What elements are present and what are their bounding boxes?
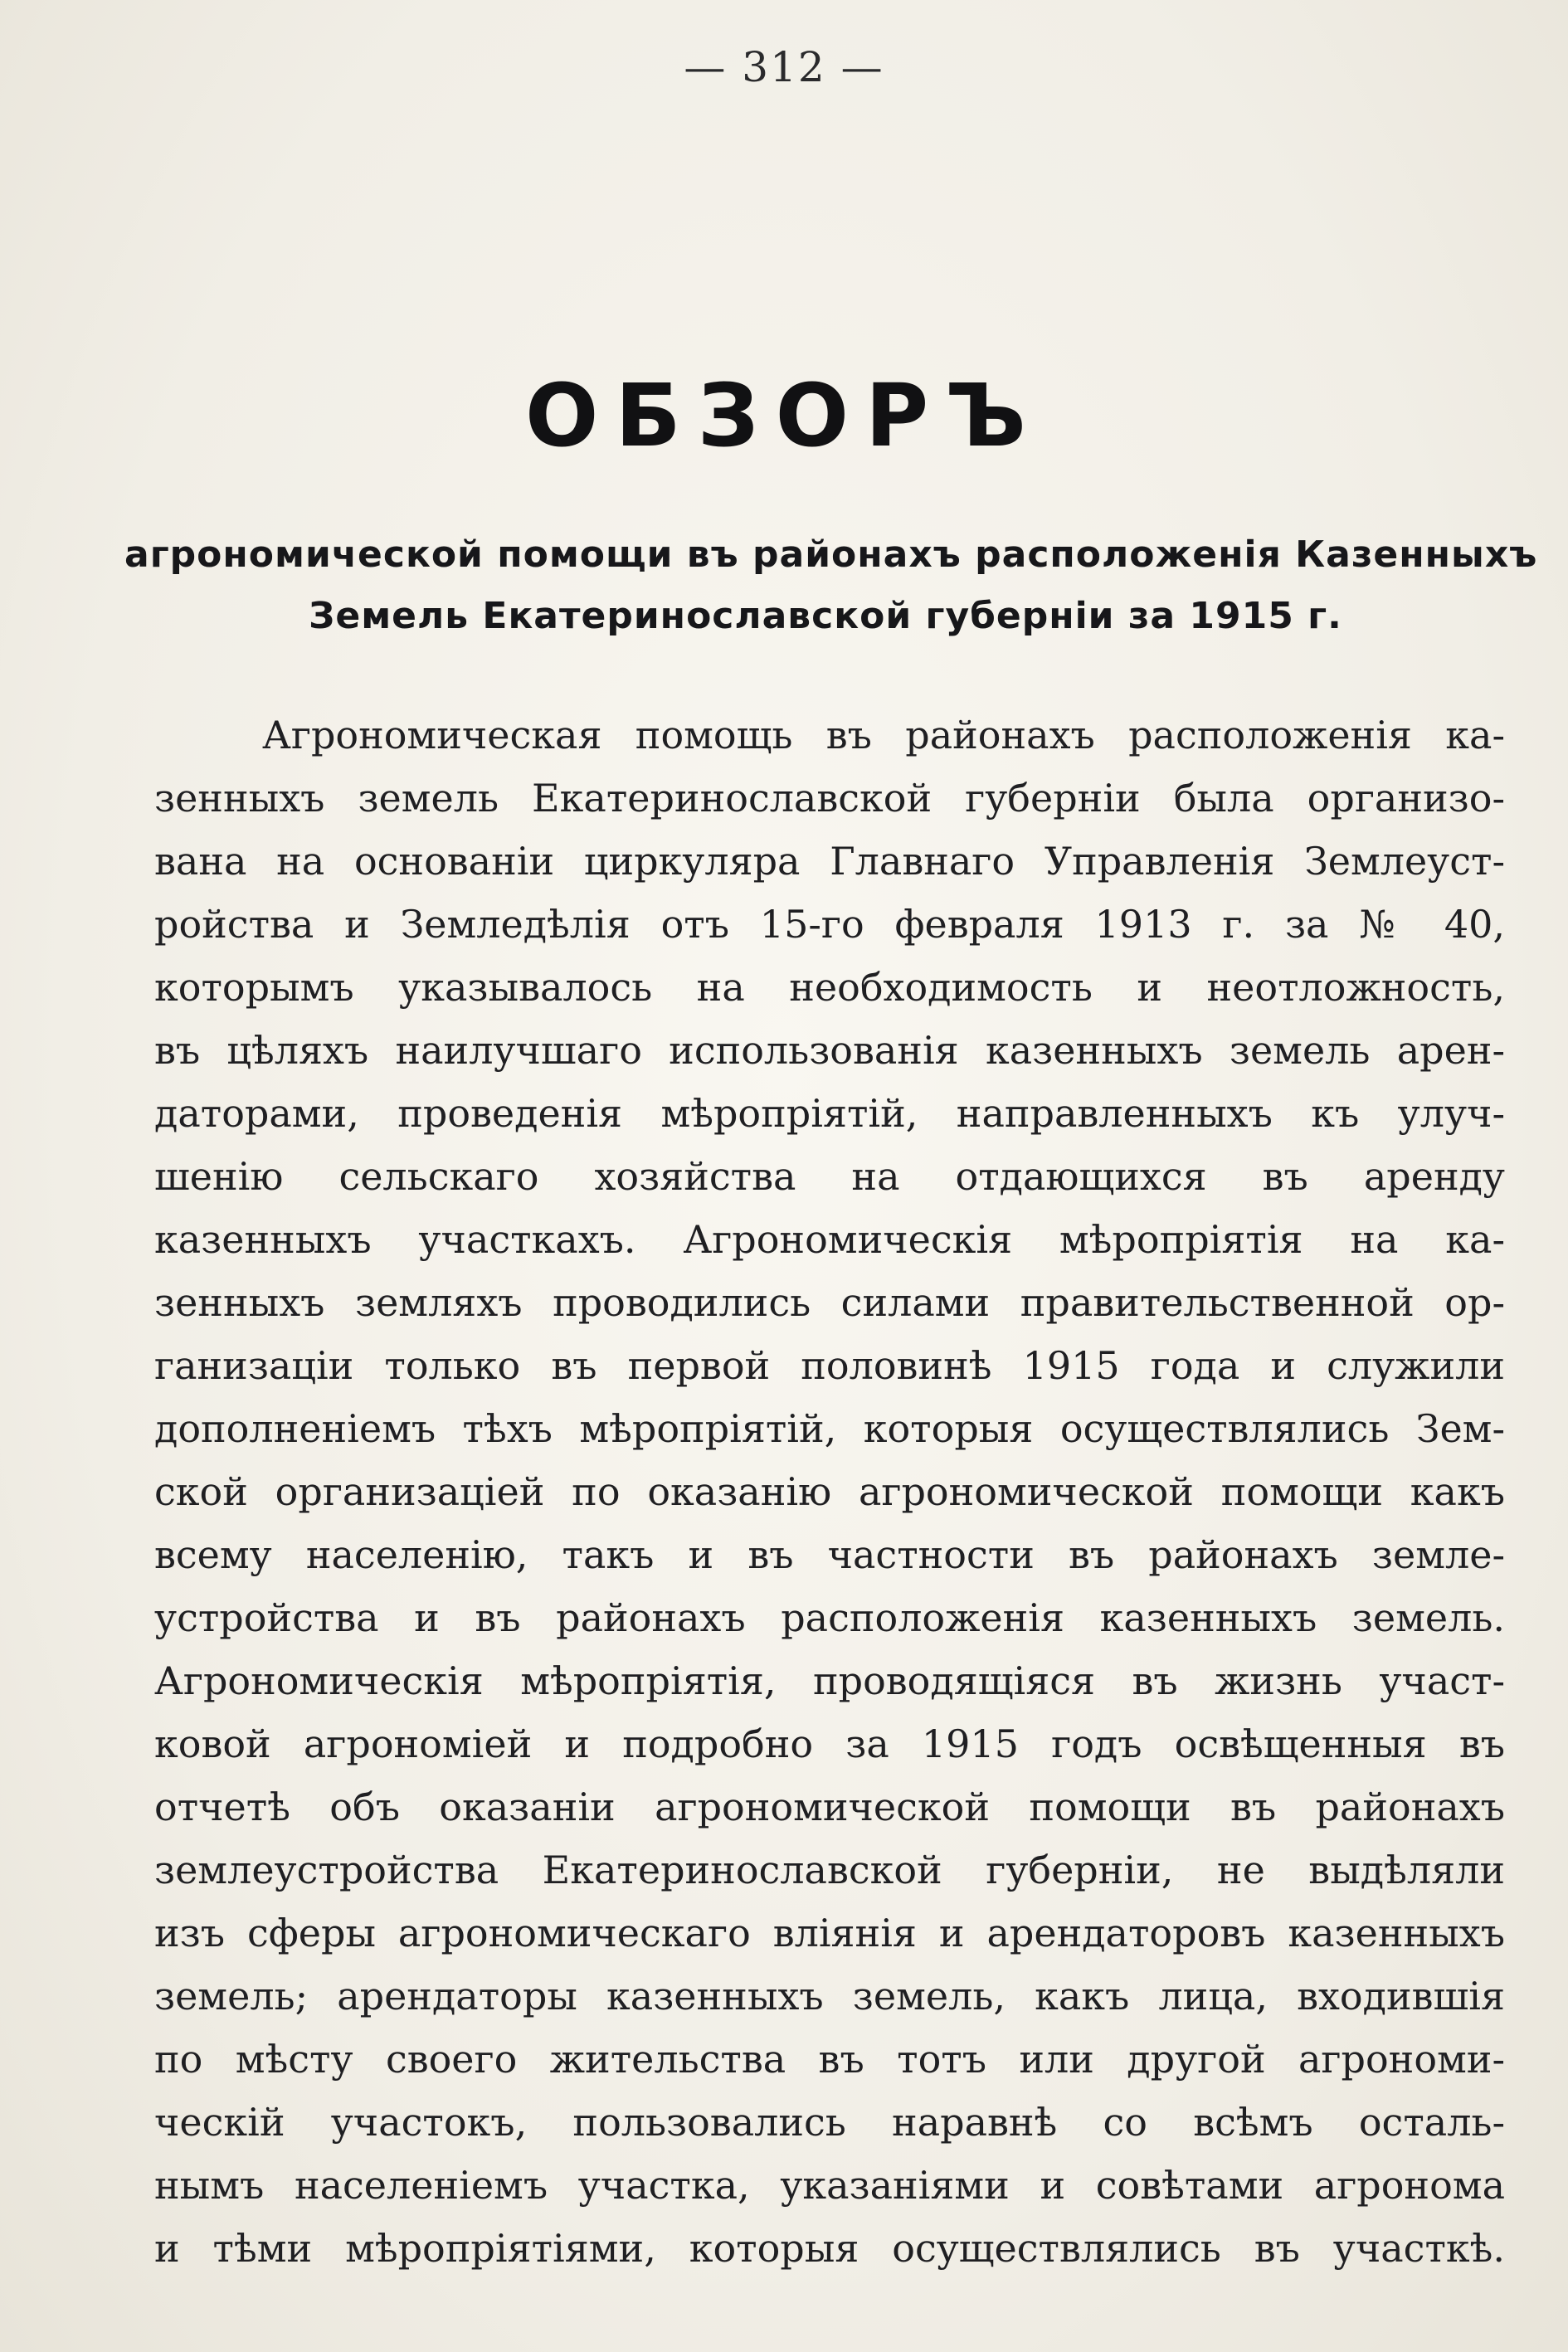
body-line: всему населенію, такъ и въ частности въ районахъ земле- xyxy=(154,1532,1505,1577)
body-line: въ цѣляхъ наилучшаго использованія казенныхъ земель арен- xyxy=(154,1028,1505,1073)
subtitle-line: агрономической помощи въ районахъ расположенія Казенныхъ xyxy=(124,533,1538,576)
body-line: земель; арендаторы казенныхъ земель, какъ лица, входившія xyxy=(154,1974,1505,2018)
body-line: нымъ населеніемъ участка, указаніями и совѣтами агронома xyxy=(154,2163,1505,2208)
body-line: ской организаціей по оказанію агрономической помощи какъ xyxy=(154,1469,1505,1514)
page-title: ОБЗОРЪ xyxy=(525,365,1043,466)
body-line: которымъ указывалось на необходимость и неотложность, xyxy=(154,965,1505,1010)
body-line: даторами, проведенія мѣропріятій, направленныхъ къ улуч- xyxy=(154,1091,1505,1136)
body-line: вана на основаніи циркуляра Главнаго Управленія Землеуст- xyxy=(154,839,1505,884)
body-line: Агрономическія мѣропріятія, проводящіяся въ жизнь участ- xyxy=(154,1658,1505,1703)
body-line: ройства и Земледѣлія отъ 15-го февраля 1913 г. за № 40, xyxy=(154,902,1505,947)
body-paragraph xyxy=(154,704,1505,2280)
body-line: Агрономическая помощь въ районахъ расположенія ка- xyxy=(262,713,1505,757)
body-line: шенію сельскаго хозяйства на отдающихся въ аренду xyxy=(154,1154,1505,1199)
body-line: дополненіемъ тѣхъ мѣропріятій, которыя осуществлялись Зем- xyxy=(154,1406,1505,1451)
subtitle-line: Земель Екатеринославской губерніи за 1915 г. xyxy=(309,595,1342,637)
body-line: зенныхъ земель Екатеринославской губерніи была организо- xyxy=(154,776,1505,821)
body-line: по мѣсту своего жительства въ тотъ или другой агрономи- xyxy=(154,2037,1505,2082)
body-line: зенныхъ земляхъ проводились силами правительственной ор- xyxy=(154,1280,1505,1325)
body-line: ческій участокъ, пользовались наравнѣ со всѣмъ осталь- xyxy=(154,2100,1505,2145)
body-line: устройства и въ районахъ расположенія казенныхъ земель. xyxy=(154,1595,1505,1640)
page-number: — 312 — xyxy=(684,43,884,91)
subtitle xyxy=(124,524,1538,647)
body-line: отчетѣ объ оказаніи агрономической помощи въ районахъ xyxy=(154,1785,1505,1829)
body-line: казенныхъ участкахъ. Агрономическія мѣропріятія на ка- xyxy=(154,1217,1505,1262)
body-line: ковой агрономіей и подробно за 1915 годъ освѣщенныя въ xyxy=(154,1721,1505,1766)
body-line: землеустройства Екатеринославской губерніи, не выдѣляли xyxy=(154,1848,1505,1892)
body-line: ганизаціи только въ первой половинѣ 1915 года и служили xyxy=(154,1343,1505,1388)
body-line: изъ сферы агрономическаго вліянія и арендаторовъ казенныхъ xyxy=(154,1911,1505,1955)
body-line: и тѣми мѣропріятіями, которыя осуществлялись въ участкѣ. xyxy=(154,2226,1505,2271)
